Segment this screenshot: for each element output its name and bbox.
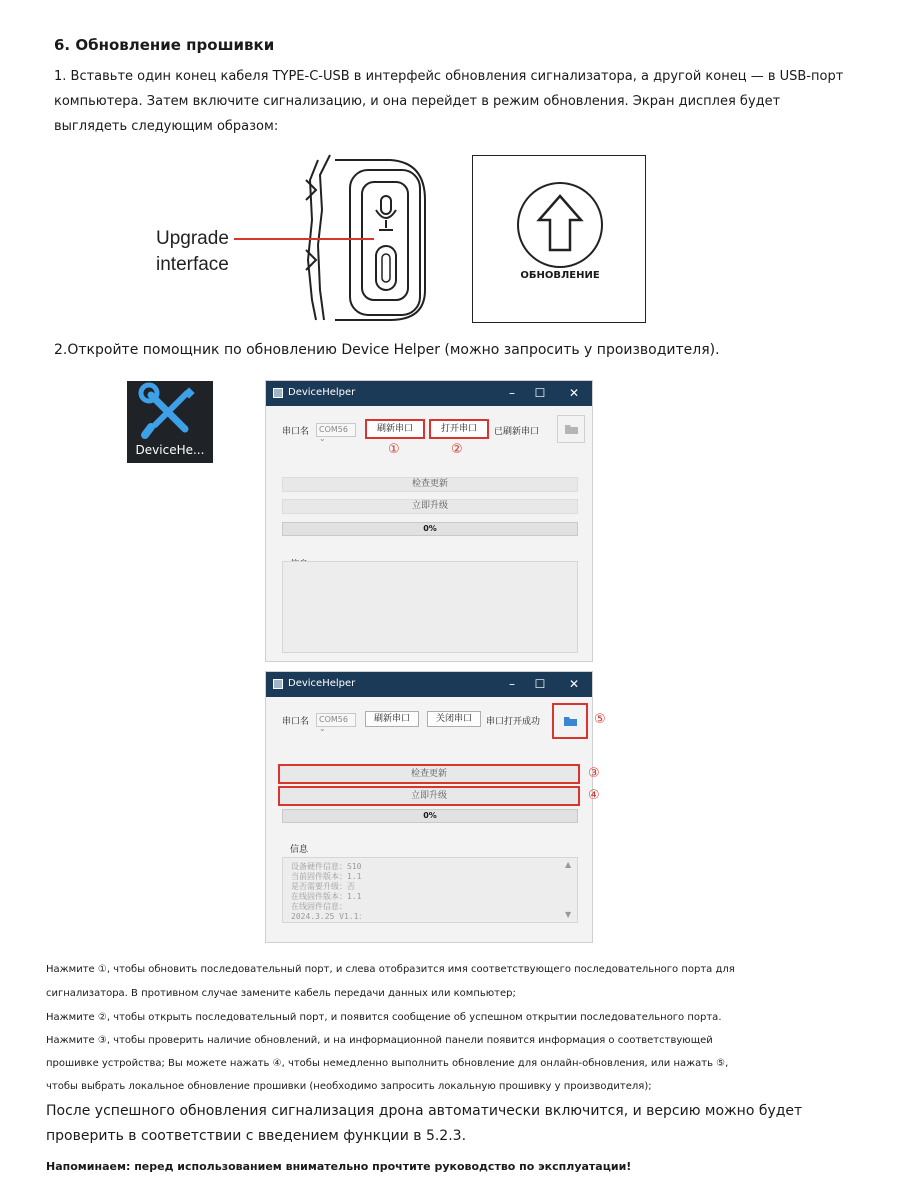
info-panel — [282, 857, 578, 923]
step2-text: 2.Откройте помощник по обновлению Device Helper (можно запросить у производителя). — [54, 342, 720, 358]
reminder-text: Напоминаем: перед использованием внимательно прочтите руководство по эксплуатации! — [46, 1160, 632, 1173]
marker-1: ① — [388, 442, 400, 457]
local-firmware-button[interactable] — [557, 415, 585, 443]
info-line: 在线固件信息： — [291, 902, 347, 911]
progress-bar: 0% — [282, 809, 578, 823]
maximize-icon[interactable]: ☐ — [534, 677, 546, 691]
step1-text: 1. Вставьте один конец кабеля TYPE-C-USB в интерфейс обновления сигнализатора, а другой конец — в USB-порт компьютера. Затем включите сигнализацию, и она перейдет в режим обновления. Экран дисплея будет выглядеть следующим образом: — [54, 69, 844, 134]
marker-3: ③ — [588, 766, 600, 781]
desktop-icon-label: DeviceHe... — [135, 443, 205, 457]
port-label: 串口名 — [282, 427, 310, 437]
minimize-icon[interactable]: – — [509, 677, 515, 691]
scroll-up-icon[interactable]: ▲ — [565, 860, 572, 869]
minimize-icon[interactable]: – — [509, 386, 515, 400]
note-line: Нажмите ③, чтобы проверить наличие обновлений, и на информационной панели появится информация о соответствующей — [46, 1035, 713, 1046]
port-label: 串口名 — [282, 717, 310, 727]
check-update-button[interactable]: 检查更新 — [282, 477, 578, 492]
info-panel — [282, 561, 578, 653]
window-title: DeviceHelper — [288, 387, 356, 398]
scroll-down-icon[interactable]: ▼ — [565, 910, 572, 919]
info-label: 信息 — [290, 845, 309, 855]
section-heading: 6. Обновление прошивки — [54, 36, 275, 54]
devicehelper-window-2 — [265, 671, 606, 943]
port-select[interactable]: COM56 ⌄ — [316, 423, 356, 437]
note-line: прошивке устройства; Вы можете нажать ④, чтобы немедленно выполнить обновление для онлайн-обновления, или нажать ⑤, — [46, 1058, 729, 1069]
progress-bar: 0% — [282, 522, 578, 536]
check-update-button[interactable]: 检查更新 — [278, 764, 580, 784]
info-line: 设备硬件信息：S10 — [291, 862, 362, 871]
devicehelper-window-1 — [265, 380, 593, 662]
port-value: COM56 — [319, 425, 348, 434]
refresh-port-button[interactable]: 刷新串口 — [365, 419, 425, 439]
window-title: DeviceHelper — [288, 678, 356, 689]
info-line: 当前固件版本：1.1 — [291, 872, 362, 881]
marker-5: ⑤ — [594, 712, 606, 727]
pointer-line — [234, 232, 374, 246]
open-port-button[interactable]: 打开串口 — [429, 419, 489, 439]
maximize-icon[interactable]: ☐ — [534, 386, 546, 400]
local-firmware-button[interactable] — [552, 703, 588, 739]
port-status: 串口打开成功 — [486, 717, 541, 727]
info-line: 在线固件版本：1.1 — [291, 892, 362, 901]
port-status: 已刷新串口 — [494, 427, 540, 437]
note-line: Нажмите ①, чтобы обновить последовательный порт, и слева отобразится имя соответствующего последовательного порта для — [46, 964, 735, 975]
info-line: 2024.3.25 V1.1： — [291, 912, 367, 921]
wrench-screwdriver-icon — [127, 381, 213, 441]
app-icon — [273, 679, 283, 689]
info-line: 是否需要升级：否 — [291, 882, 355, 891]
upload-arrow-icon — [517, 182, 603, 268]
upgrade-now-button[interactable]: 立即升级 — [278, 786, 580, 806]
close-port-button[interactable]: 关闭串口 — [427, 711, 481, 727]
update-screen — [472, 155, 646, 323]
port-select[interactable]: COM56 ⌄ — [316, 713, 356, 727]
close-icon[interactable]: ✕ — [568, 386, 580, 400]
title-bar — [266, 381, 592, 406]
refresh-port-button[interactable]: 刷新串口 — [365, 711, 419, 727]
marker-2: ② — [451, 442, 463, 457]
upgrade-now-button[interactable]: 立即升级 — [282, 499, 578, 514]
note-line: сигнализатора. В противном случае замените кабель передачи данных или компьютер; — [46, 988, 516, 999]
note-line: чтобы выбрать локальное обновление прошивки (необходимо запросить локальную прошивку у производителя); — [46, 1081, 652, 1092]
note-line: Нажмите ②, чтобы открыть последовательный порт, и появится сообщение об успешном открытии последовательного порта. — [46, 1012, 722, 1023]
marker-4: ④ — [588, 788, 600, 803]
title-bar — [266, 672, 592, 697]
after-update-text: После успешного обновления сигнализация дрона автоматически включится, и версию можно будет проверить в соответствии с введением функции в 5.2.3. — [46, 1103, 803, 1144]
close-icon[interactable]: ✕ — [568, 677, 580, 691]
folder-icon — [558, 416, 584, 442]
devicehelper-desktop-icon[interactable] — [127, 381, 213, 463]
app-icon — [273, 388, 283, 398]
upgrade-label-line2: interface — [156, 254, 229, 275]
upgrade-label-line1: Upgrade — [156, 228, 229, 249]
port-value: COM56 — [319, 715, 348, 724]
update-screen-text: ОБНОВЛЕНИЕ — [520, 270, 600, 281]
folder-icon — [554, 705, 586, 737]
